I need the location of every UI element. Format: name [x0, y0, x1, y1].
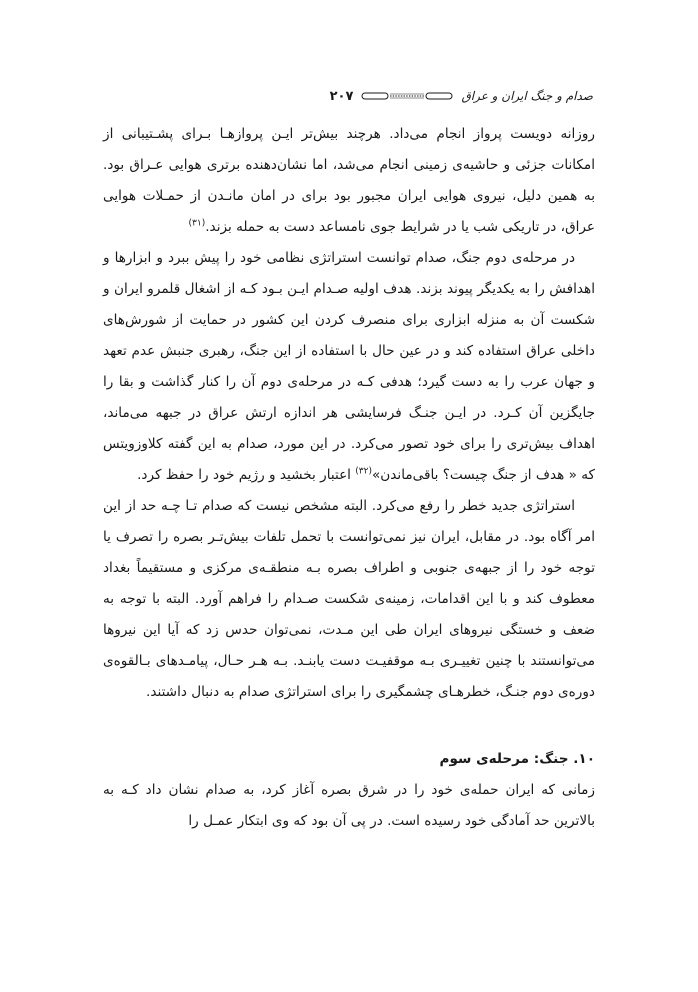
- header-ornament-icon: [361, 91, 453, 101]
- paragraph: استراتژی جدید خطر را رفع می‌کرد. البته مشخص نیست که صدام تـا چـه حد از این امر آگاه بود. در مقابل، ایران نیز نمی‌توانست با تحمل تلفات بیش‌تـر بصره را تصرف یا توجه خود را از جبهه‌ی جنوبی و اطراف بصره بـه منطقـه‌ی مرکزی و مستقیماً بغداد معطوف کند و با این اقدامات، زمینه‌ی شکست صـدام را فراهم آورد. البته با توجه به ضعف و خستگی نیروهای ایران طی این مـدت، نمی‌توان حدس زد که آیا این نیروها می‌توانستند با چنین تغییـری بـه موقفیـت دست یابنـد. بـه هـر حـال، پیامـدهای بـالقوه‌ی دوره‌ی دوم جنـگ، خطرهـای چشمگیری را برای استراتژی صدام به دنبال داشتند.: [103, 498, 595, 700]
- header-title: صدام و جنگ ایران و عراق: [461, 89, 593, 103]
- paragraph-text: اعتبار بخشید و رژیم خود را حفظ کرد.: [137, 467, 356, 483]
- page-number: ۲۰۷: [329, 88, 354, 104]
- paragraph-text: روزانه دویست پرواز انجام می‌داد. هرچند بیش‌تر ایـن پروازهـا بـرای پشـتیبانی از امکانات جزئی و حاشیه‌ی زمینی انجام می‌شد، اما نشان‌دهنده برتری هوایی عـراق بود. به همین دلیل، نیروی هوایی ایران مجبور بود برای در امان مانـدن از حمـلات هوایی عراق، در تاریکی شب یا در شرایط جوی نامساعد دست به حمله بزند.: [103, 126, 595, 235]
- section-heading: ۱۰. جنگ: مرحله‌ی سوم: [439, 751, 595, 767]
- footnote-ref: (۳۱): [188, 218, 206, 229]
- body-text: [103, 119, 595, 837]
- footnote-ref: (۳۲): [355, 466, 372, 477]
- paragraph: [103, 243, 595, 491]
- running-header: [103, 84, 593, 108]
- paragraph: [103, 119, 595, 243]
- paragraph: زمانی که ایران حمله‌ی خود را در شرق بصره آغاز کرد، به صدام نشان داد کـه به بالاترین حد آمادگی خود رسیده است. در پی آن بود که وی ابتکار عمـل را: [103, 782, 595, 829]
- paragraph-text: در مرحله‌ی دوم جنگ، صدام توانست استراتژی نظامی خود را پیش ببرد و ابزارها و اهدافش را به یکدیگر پیوند بزند. هدف اولیه صـدام ایـن بـود کـه از اشغال قلمرو ایران و شکست آن به منزله ابزاری برای منصرف کردن این کشور در حمایت از شورش‌های داخلی عراق استفاده کند و در عین حال با استفاده از این جنگ، رهبری جنبش عدم تعهد و جهان عرب را به دست گیرد؛ هدفی کـه در مرحله‌ی دوم آن را کنار گذاشت و بقا را جایگزین آن کـرد. در ایـن جنـگ فرسایشی هر اندازه ارتش عراق در جبهه می‌ماند، اهداف بیش‌تری را برای خود تصور می‌کرد. در این مورد، صدام به این گفته کلاوزویتس که « هدف از جنگ چیست؟ باقی‌ماندن»: [103, 250, 595, 483]
